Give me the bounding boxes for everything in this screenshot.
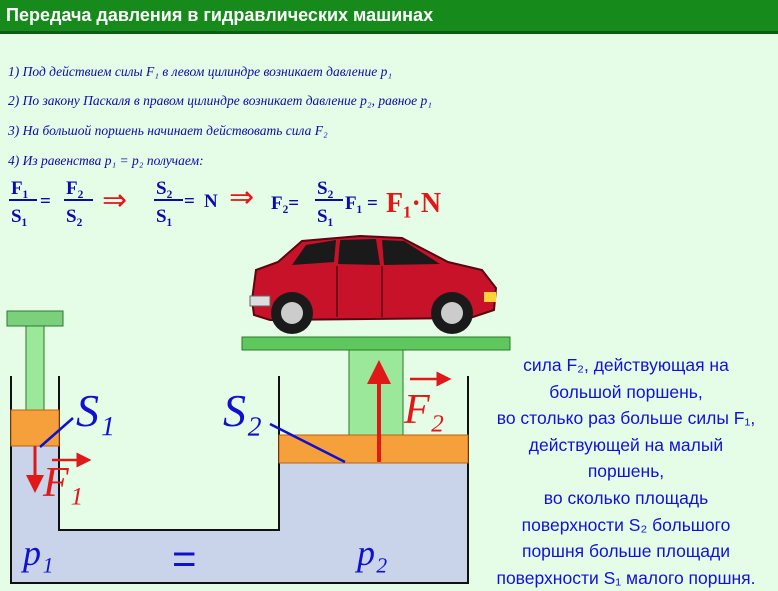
description-line: поршень,: [587, 461, 665, 482]
formula-s1: S₁: [11, 206, 28, 227]
large-piston-rod: [349, 350, 403, 435]
formula-result: F₁·N: [386, 188, 442, 219]
description-line: во сколько площадь: [543, 487, 709, 508]
formula-n: N: [204, 191, 218, 212]
large-piston: [279, 435, 468, 463]
small-piston: [11, 410, 59, 446]
step-1: 1) Под действием силы F₁ в левом цилиндре возникает давление p₁: [8, 64, 393, 79]
platform: [242, 337, 510, 350]
formula-f1-tail: F₁ =: [345, 193, 378, 214]
formula-f2: F₂: [66, 178, 84, 199]
formula-s2-num2: S₂: [317, 178, 334, 199]
description-line: большой поршень,: [549, 381, 703, 402]
implies-arrow: ⇒: [229, 181, 255, 214]
label-p2: p₂: [357, 533, 388, 573]
step-4: 4) Из равенства p₁ = p₂ получаем:: [8, 153, 204, 168]
label-equals: =: [172, 535, 197, 582]
formula-s2-num: S₂: [156, 178, 173, 199]
formula-f1: F₁: [11, 178, 29, 199]
description-line: сила F₂, действующая на: [523, 355, 729, 375]
step-3: 3) На большой поршень начинает действовать сила F₂: [8, 123, 328, 138]
formula-s2: S₂: [66, 206, 83, 227]
label-p1: p₁: [23, 533, 54, 573]
small-piston-rod: [26, 326, 44, 410]
description-line: действующей на малый: [528, 434, 724, 455]
formula-f2-eq: F₂=: [271, 193, 300, 214]
car-image: [250, 236, 496, 334]
small-rod-cap: [7, 311, 63, 326]
description-line: поверхности S₁ малого поршня.: [496, 567, 756, 588]
label-f2: F₂: [404, 387, 445, 433]
formula: [9, 178, 441, 227]
formula-eq-n: =: [184, 191, 195, 212]
formula-s1-den: S₁: [156, 206, 173, 227]
label-s2: S₂: [223, 385, 262, 436]
page-title: Передача давления в гидравлических машинах: [6, 5, 434, 25]
formula-eq: =: [40, 191, 51, 212]
description-line: поверхности S₂ большого: [521, 514, 731, 535]
label-f1: F₁: [43, 460, 84, 506]
description: [476, 352, 776, 591]
description-line: во столько раз больше силы F₁,: [496, 408, 756, 429]
description-line: поршня больше площади: [521, 541, 731, 562]
formula-s1-den2: S₁: [317, 206, 334, 227]
implies-arrow: ⇒: [102, 184, 128, 217]
label-s1: S₁: [76, 385, 115, 436]
step-2: 2) По закону Паскаля в правом цилиндре возникает давление p₂, равное p₁: [8, 93, 432, 108]
